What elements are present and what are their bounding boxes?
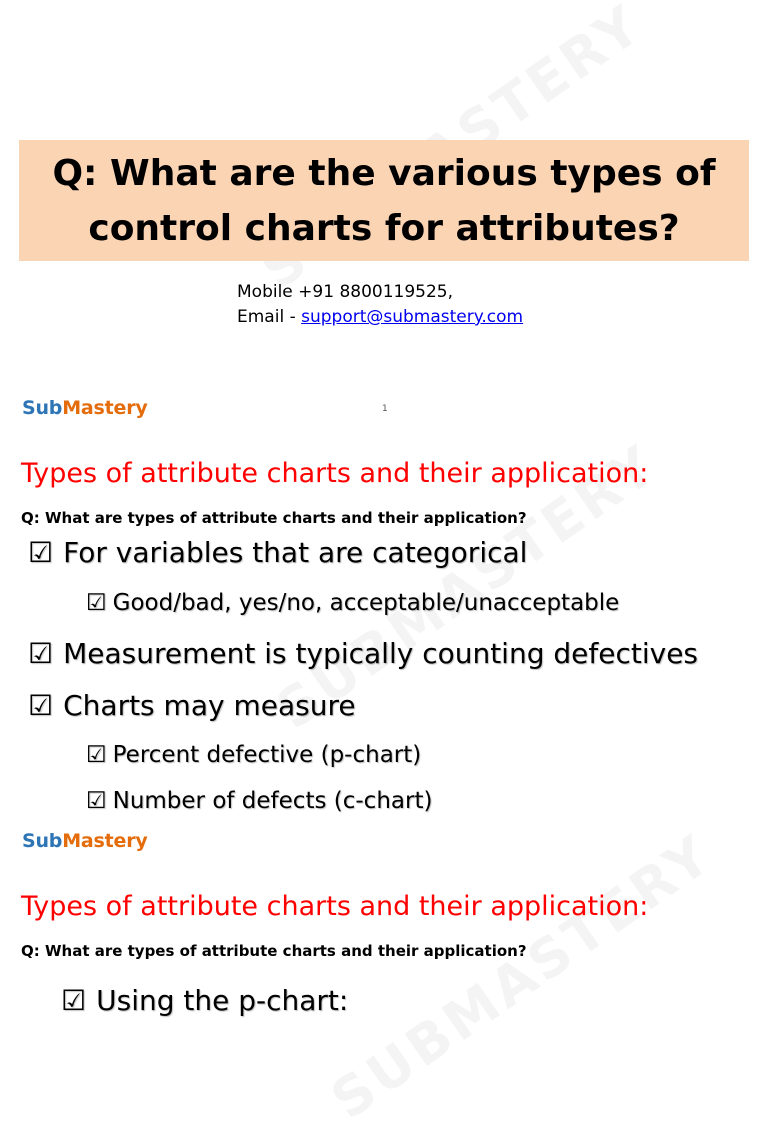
checkbox-checked-icon: ☑	[86, 788, 107, 814]
bullet-text: Percent defective (p-chart)	[112, 742, 422, 768]
sub-bullet-item	[86, 590, 619, 616]
question-text: Q: What are types of attribute charts and their application?	[21, 942, 527, 960]
bullet-text: Measurement is typically counting defectives	[63, 637, 699, 670]
checkbox-checked-icon: ☑	[86, 590, 107, 616]
checkbox-checked-icon: ☑	[86, 742, 107, 768]
bullet-text: Charts may measure	[63, 689, 356, 722]
bullet-text: For variables that are categorical	[63, 536, 528, 569]
checkbox-checked-icon: ☑	[61, 984, 87, 1017]
section-heading: Types of attribute charts and their application:	[21, 458, 649, 489]
bullet-item	[28, 637, 698, 670]
bullet-text: Good/bad, yes/no, acceptable/unacceptable	[112, 590, 620, 616]
email-label: Email -	[237, 307, 302, 327]
sub-bullet-item	[86, 742, 421, 768]
title-line-2: control charts for attributes?	[88, 208, 680, 249]
logo-mastery: Mastery	[62, 830, 148, 852]
section-heading: Types of attribute charts and their application:	[21, 891, 649, 922]
question-text: Q: What are types of attribute charts and their application?	[21, 509, 527, 527]
bullet-item	[28, 536, 527, 569]
bullet-text: Number of defects (c-chart)	[112, 788, 433, 814]
bullet-item	[61, 984, 348, 1017]
contact-mobile: Mobile +91 8800119525,	[237, 282, 454, 302]
submastery-logo	[22, 830, 148, 852]
page-number: 1	[382, 404, 388, 414]
checkbox-checked-icon: ☑	[28, 689, 54, 722]
logo-sub: Sub	[22, 397, 63, 419]
checkbox-checked-icon: ☑	[28, 637, 54, 670]
title-line-1: Q: What are the various types of	[52, 153, 716, 194]
submastery-logo	[22, 397, 148, 419]
page-title	[19, 146, 749, 256]
bullet-item	[28, 689, 356, 722]
logo-sub: Sub	[22, 830, 63, 852]
checkbox-checked-icon: ☑	[28, 536, 54, 569]
contact-email	[237, 305, 523, 329]
logo-mastery: Mastery	[62, 397, 148, 419]
email-link[interactable]: support@submastery.com	[301, 307, 524, 327]
sub-bullet-item	[86, 788, 432, 814]
watermark-text	[320, 822, 725, 1132]
bullet-text: Using the p-chart:	[96, 984, 349, 1017]
